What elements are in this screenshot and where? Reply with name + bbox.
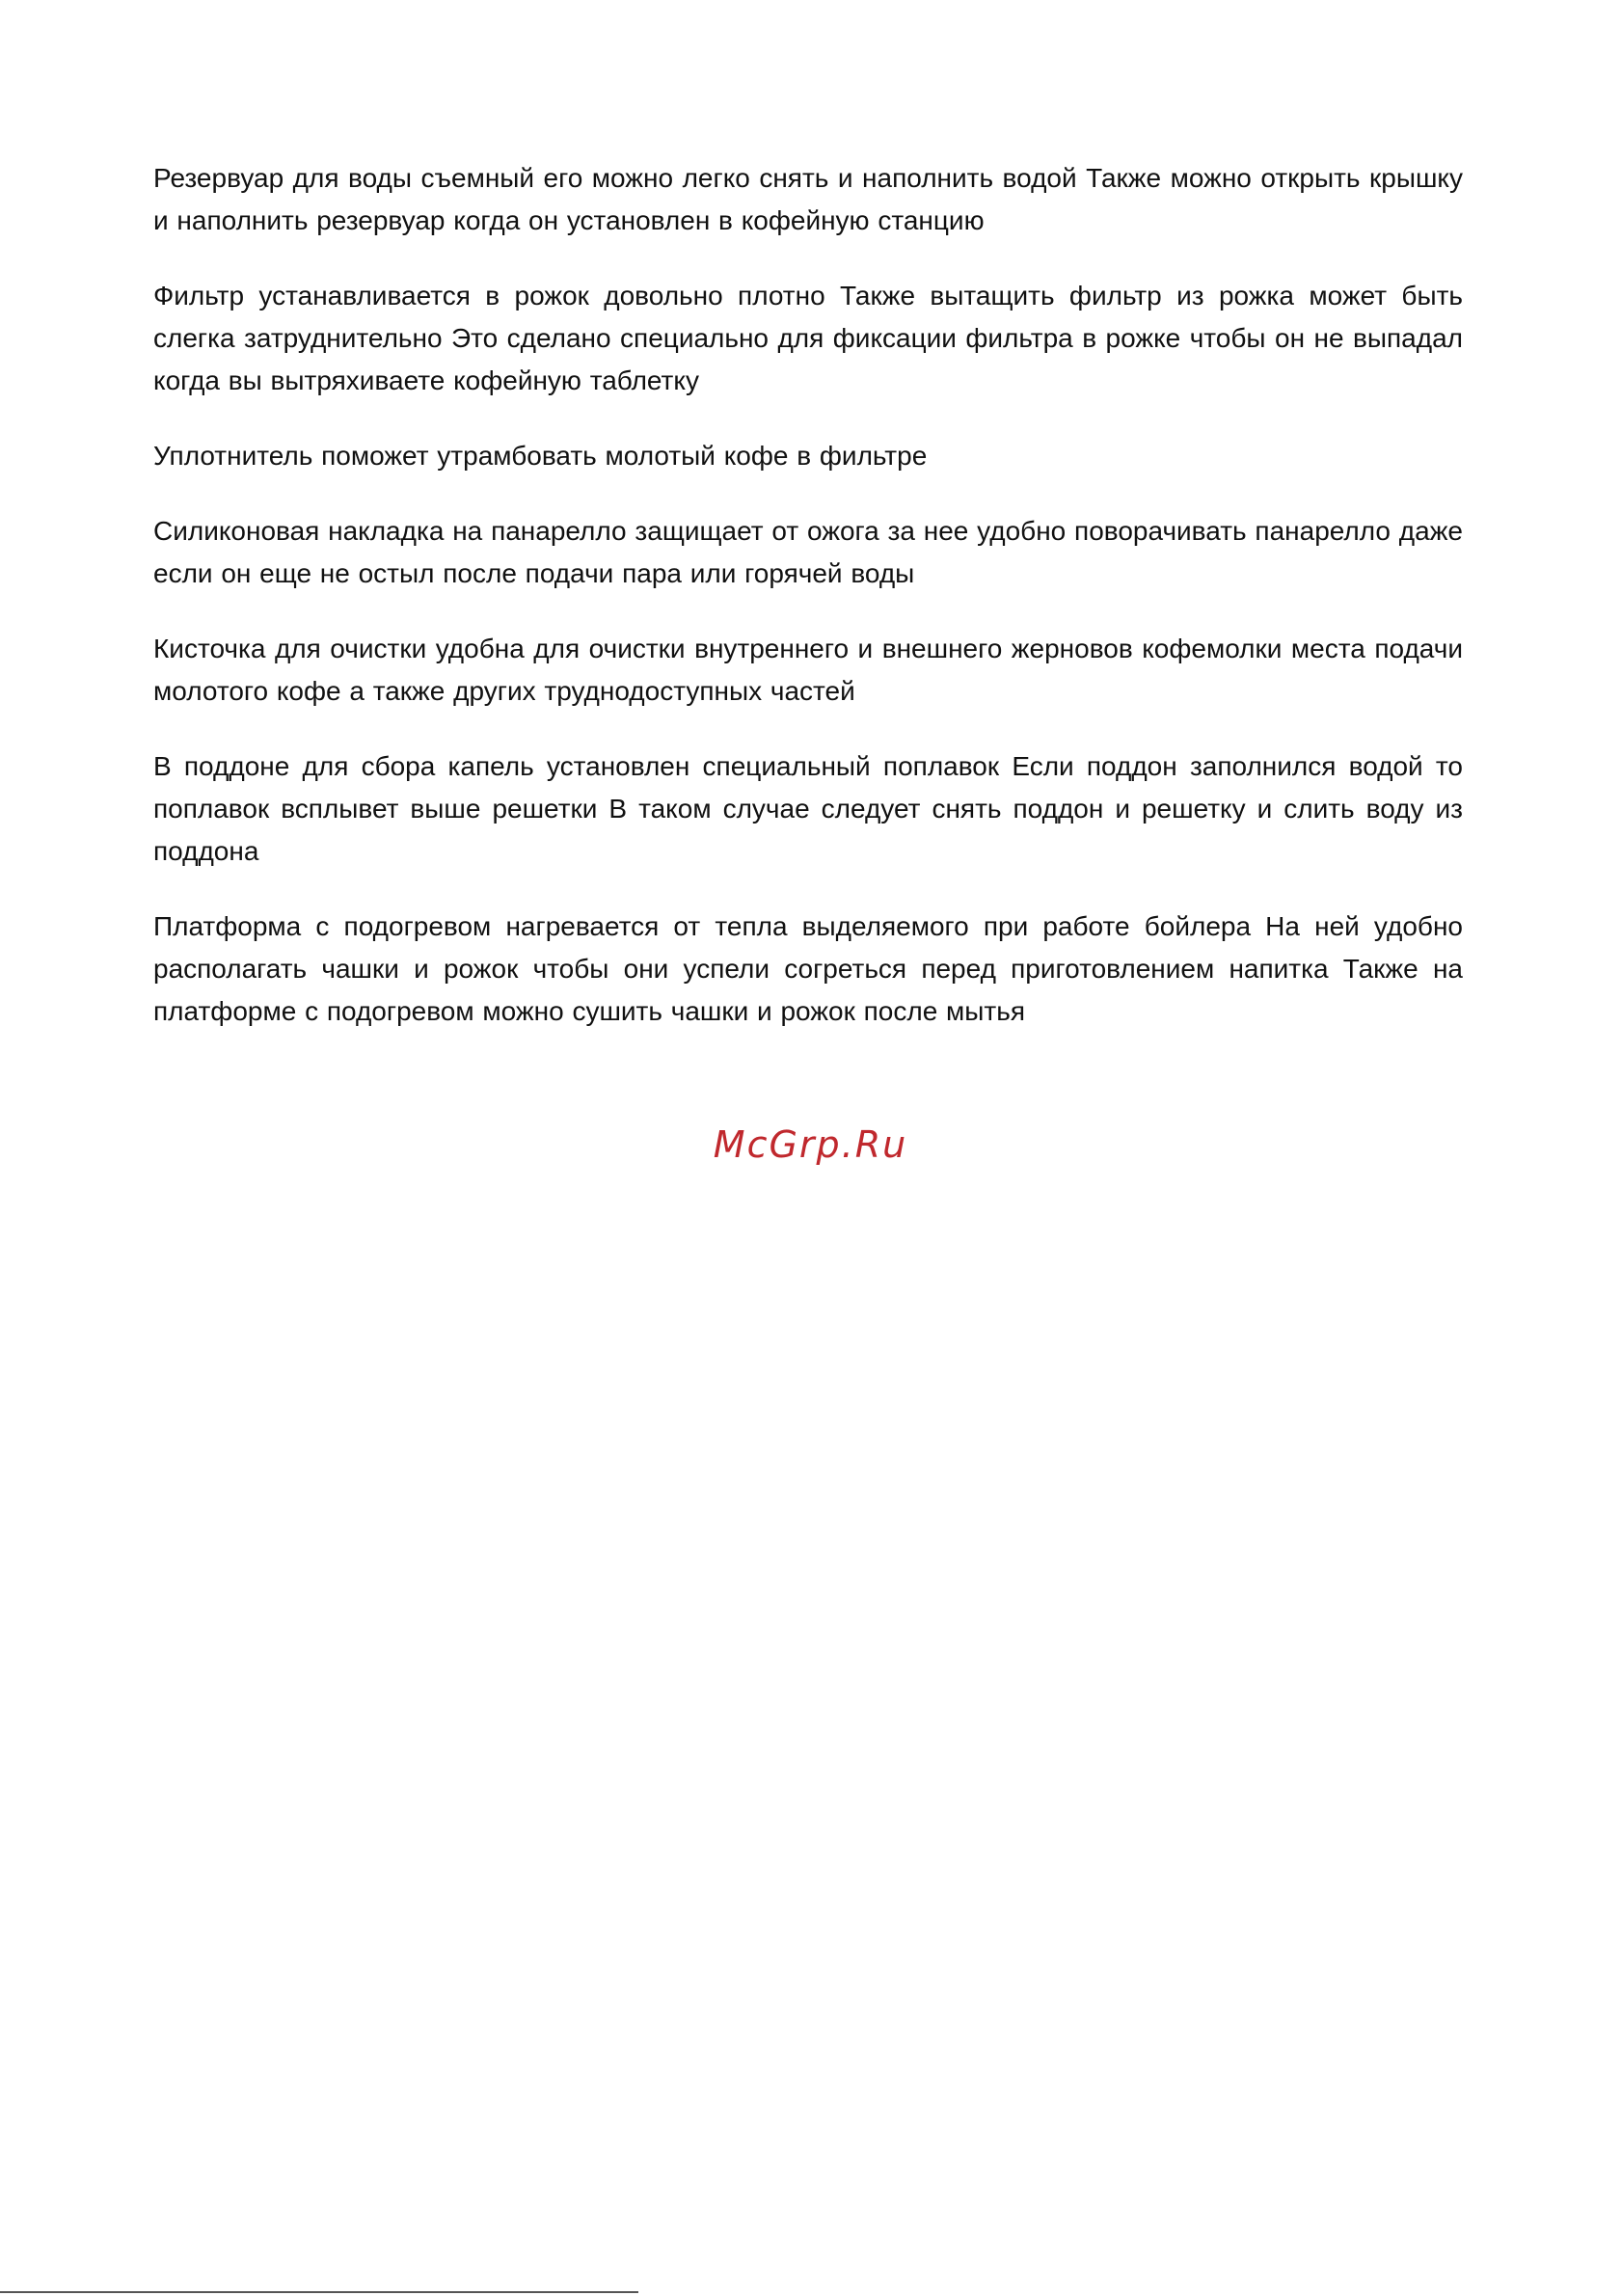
paragraph-tamper: Уплотнитель поможет утрамбовать молотый кофе в фильтре [153,441,928,471]
paragraph-cleaning-brush: Кисточка для очистки удобна для очистки внутреннего и внешнего жерновов кофемолки места подачи молотого кофе а также других труднодоступных частей [153,634,1463,706]
paragraph-water-tank: Резервуар для воды съемный его можно легко снять и наполнить водой Также можно открыть крышку и наполнить резервуар когда он установлен в кофейную станцию [153,163,1463,235]
paragraph-drip-tray: В поддоне для сбора капель установлен специальный поплавок Если поддон заполнился водой то поплавок всплывет выше решетки В таком случае следует снять поддон и решетку и слить воду из поддона [153,751,1463,866]
footer-divider [0,2291,638,2293]
paragraph-filter: Фильтр устанавливается в рожок довольно плотно Также вытащить фильтр из рожка может быть слегка затруднительно Это сделано специально для фиксации фильтра в рожке чтобы он не выпадал когда вы вытряхиваете кофейную таблетку [153,281,1463,395]
paragraph-warming-platform: Платформа с подогревом нагревается от тепла выделяемого при работе бойлера На ней удобно располагать чашки и рожок чтобы они успели согреться перед приготовлением напитка Также на платформе с подогревом можно сушить чашки и рожок после мытья [153,911,1463,1026]
paragraph-silicone-pad: Силиконовая накладка на панарелло защищает от ожога за нее удобно поворачивать панарелло даже если он еще не остыл после подачи пара или горячей воды [153,516,1463,588]
document-body [153,157,1463,1066]
watermark: McGrp.Ru [713,1123,908,1166]
